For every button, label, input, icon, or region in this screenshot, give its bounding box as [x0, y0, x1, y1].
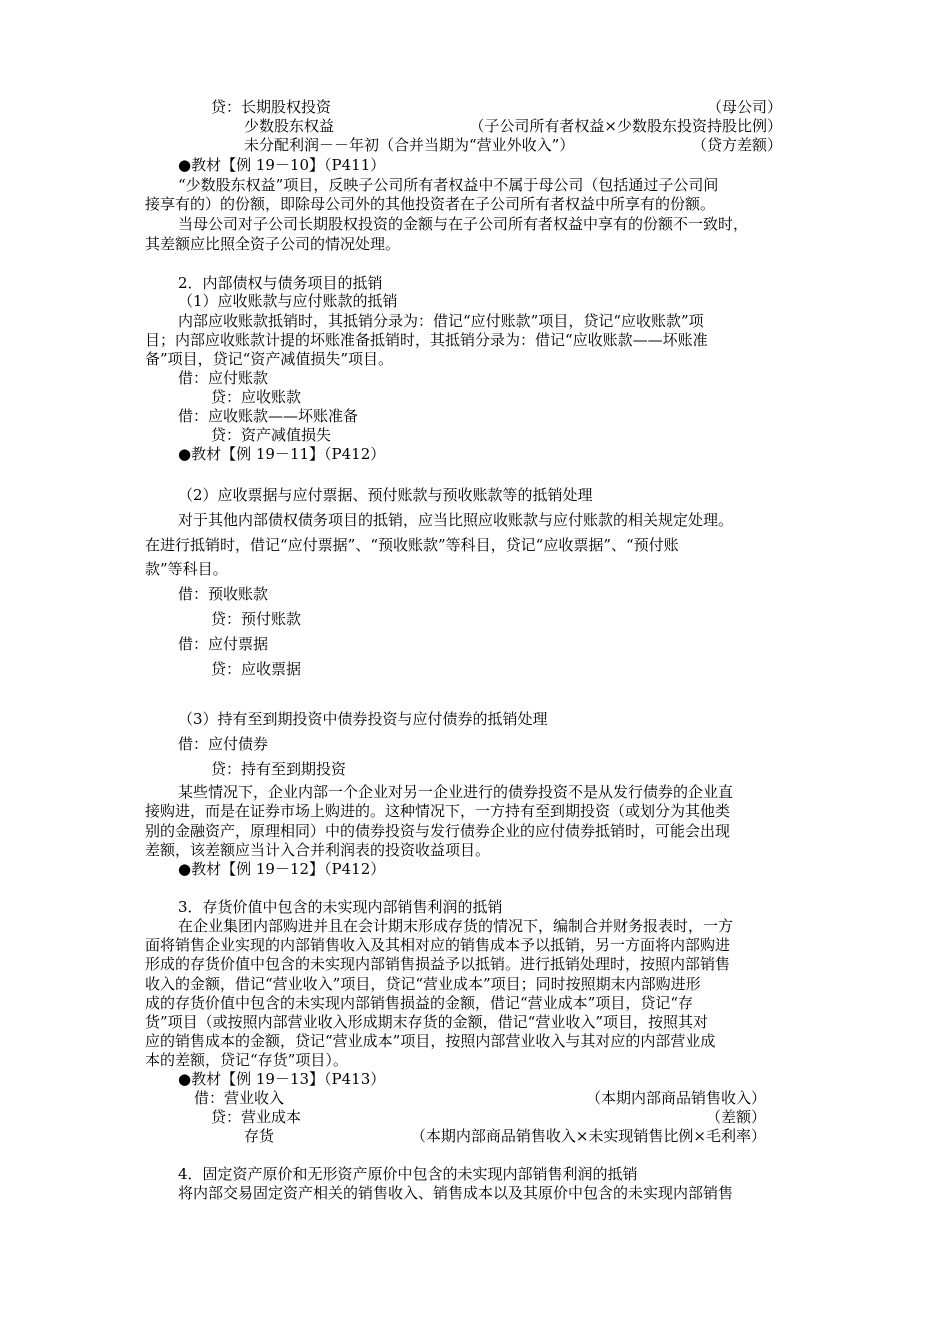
journal-entry-debit: 借：应付票据 — [178, 635, 269, 653]
section-heading: 2．内部债权与债务项目的抵销 — [178, 274, 383, 292]
paragraph-line: 备”项目，贷记“资产减值损失”项目。 — [145, 350, 394, 368]
paragraph-line: 差额，该差额应当计入合并利润表的投资收益项目。 — [145, 841, 491, 859]
undistributed-profit-entry: 未分配利润－－年初（合并当期为“营业外收入”） — [244, 136, 575, 154]
paragraph-line: 将内部交易固定资产相关的销售收入、销售成本以及其原价中包含的未实现内部销售 — [178, 1184, 734, 1202]
paragraph-line: 货”项目（或按照内部营业收入形成期末存货的金额，借记“营业收入”项目，按照其对 — [145, 1013, 709, 1031]
minority-interest-entry: 少数股东权益 — [244, 117, 335, 135]
paragraph-line: 形成的存货价值中包含的未实现内部销售损益予以抵销。进行抵销处理时，按照内部销售 — [145, 955, 731, 973]
paragraph-line: 对于其他内部债权债务项目的抵销，应当比照应收账款与应付账款的相关规定处理。 — [178, 511, 734, 529]
example-ref: ●教材【例 19－11】（P412） — [178, 445, 386, 463]
section-heading: 4．固定资产原价和无形资产原价中包含的未实现内部销售利润的抵销 — [178, 1165, 638, 1183]
paragraph-line: 当母公司对子公司长期股权投资的金额与在子公司所有者权益中享有的份额不一致时， — [178, 215, 749, 233]
minority-interest-note: （子公司所有者权益×少数股东投资持股比例） — [469, 117, 782, 135]
example-ref: ●教材【例 19－12】（P412） — [178, 860, 386, 878]
example-ref: ●教材【例 19－10】（P411） — [178, 156, 386, 174]
paragraph-line: 收入的金额，借记“营业收入”项目，贷记“营业成本”项目；同时按照期末内部购进形 — [145, 975, 701, 993]
paragraph-line: 本的差额，贷记“存货”项目）。 — [145, 1051, 348, 1069]
paragraph-line: 应的销售成本的金额，贷记“营业成本”项目，按照内部营业收入与其对应的内部营业成 — [145, 1032, 716, 1050]
paragraph-line: 款”等科目。 — [145, 560, 228, 578]
paragraph-line: 在企业集团内部购进并且在会计期末形成存货的情况下，编制合并财务报表时，一方 — [178, 917, 734, 935]
journal-entry-debit: 借：应付账款 — [178, 369, 269, 387]
journal-entry-credit: 贷：预付账款 — [211, 610, 302, 628]
credit-note-parent: （母公司） — [706, 98, 782, 116]
subsection-heading: （1）应收账款与应付账款的抵销 — [178, 292, 398, 310]
paragraph-line: 目；内部应收账款计提的坏账准备抵销时，其抵销分录为：借记“应收账款——坏账准 — [145, 331, 708, 349]
journal-entry-credit: 存货 — [244, 1127, 275, 1145]
journal-entry-credit: 贷：资产减值损失 — [211, 426, 332, 444]
paragraph-line: 别的金融资产，原理相同）中的债券投资与发行债券企业的应付债券抵销时，可能会出现 — [145, 822, 731, 840]
paragraph-line: 在进行抵销时，借记“应付票据”、“预收账款”等科目，贷记“应收票据”、“预付账 — [145, 536, 679, 554]
journal-entry-credit: 贷：应收账款 — [211, 388, 302, 406]
paragraph-line: 内部应收账款抵销时，其抵销分录为：借记“应付账款”项目，贷记“应收账款”项 — [178, 312, 704, 330]
journal-entry-note: （差额） — [705, 1108, 766, 1126]
paragraph-line: 接享有的）的份额，即除母公司外的其他投资者在子公司所有者权益中所享有的份额。 — [145, 195, 716, 213]
journal-entry-debit: 借：应付债券 — [178, 735, 269, 753]
journal-entry-note: （本期内部商品销售收入×未实现销售比例×毛利率） — [410, 1127, 766, 1145]
paragraph-line: 面将销售企业实现的内部销售收入及其相对应的销售成本予以抵销，另一方面将内部购进 — [145, 936, 731, 954]
journal-entry-debit: 借：营业收入 — [194, 1089, 285, 1107]
paragraph-line: 其差额应比照全资子公司的情况处理。 — [145, 235, 401, 253]
subsection-heading: （3）持有至到期投资中债券投资与应付债券的抵销处理 — [178, 710, 548, 728]
journal-entry-credit: 贷：营业成本 — [211, 1108, 302, 1126]
paragraph-line: “少数股东权益”项目，反映子公司所有者权益中不属于母公司（包括通过子公司间 — [178, 176, 719, 194]
journal-entry-credit: 贷：应收票据 — [211, 660, 302, 678]
journal-entry-debit: 借：应收账款——坏账准备 — [178, 407, 359, 425]
paragraph-line: 某些情况下，企业内部一个企业对另一企业进行的债券投资不是从发行债券的企业直 — [178, 783, 734, 801]
section-heading: 3．存货价值中包含的未实现内部销售利润的抵销 — [178, 898, 503, 916]
credit-long-term-investment: 贷：长期股权投资 — [211, 98, 332, 116]
paragraph-line: 接购进，而是在证券市场上购进的。这种情况下，一方持有至到期投资（或划分为其他类 — [145, 802, 731, 820]
journal-entry-debit: 借：预收账款 — [178, 585, 269, 603]
undistributed-profit-note: （贷方差额） — [691, 136, 782, 154]
paragraph-line: 成的存货价值中包含的未实现内部销售损益的金额，借记“营业成本”项目，贷记“存 — [145, 994, 694, 1012]
journal-entry-credit: 贷：持有至到期投资 — [211, 760, 347, 778]
example-ref: ●教材【例 19－13】（P413） — [178, 1070, 386, 1088]
journal-entry-note: （本期内部商品销售收入） — [585, 1089, 766, 1107]
subsection-heading: （2）应收票据与应付票据、预付账款与预收账款等的抵销处理 — [178, 486, 593, 504]
